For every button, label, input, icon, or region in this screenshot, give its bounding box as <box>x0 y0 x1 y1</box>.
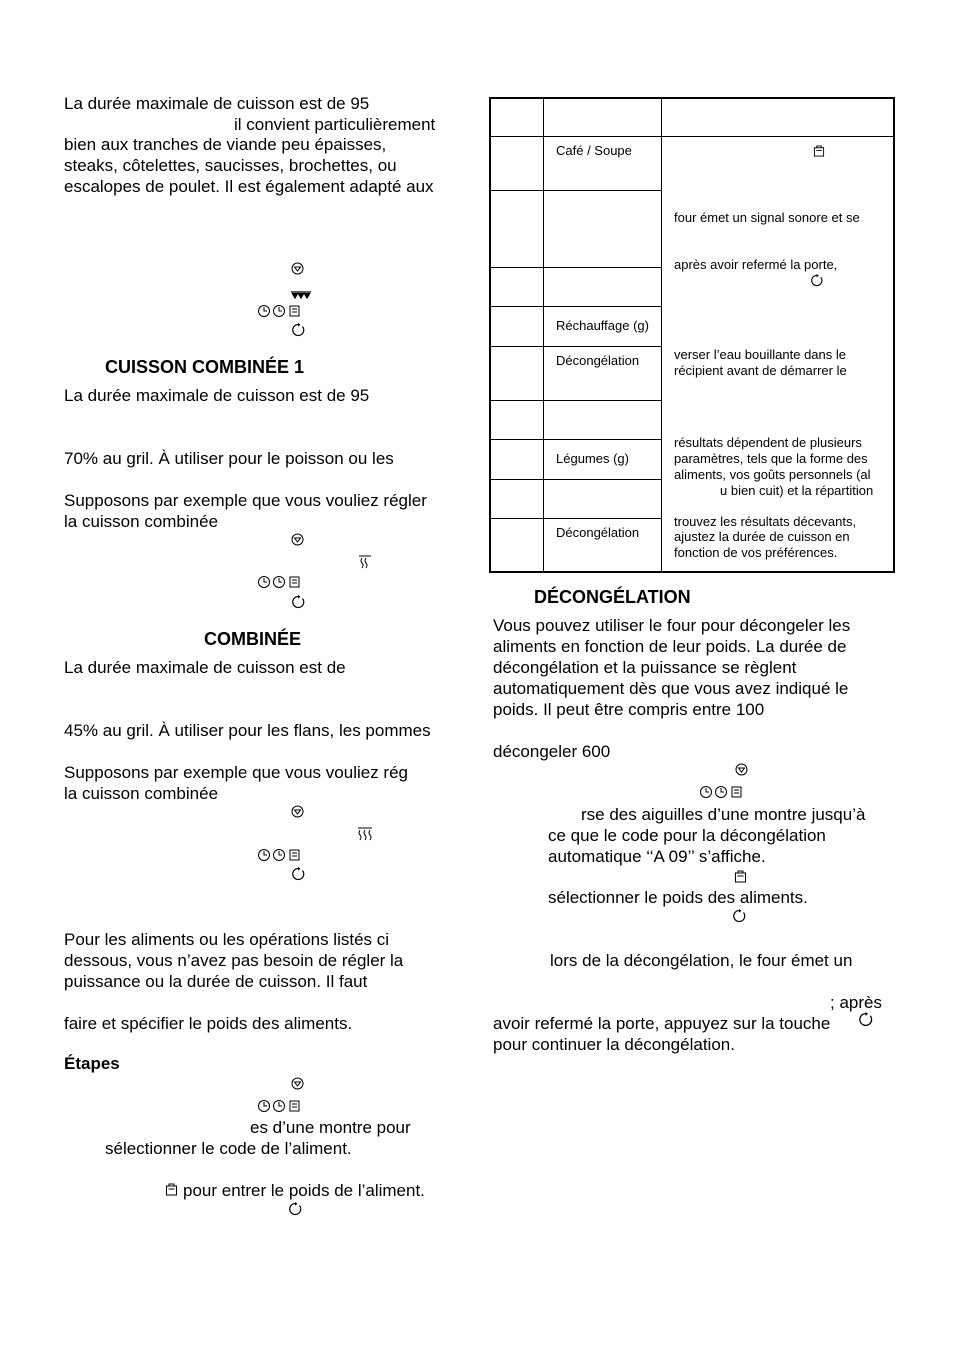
text-line: bien aux tranches de viande peu épaisses, <box>64 135 387 154</box>
table-cell: verser l’eau bouillante dans le <box>674 347 846 362</box>
text-line: la cuisson combinée <box>64 784 219 803</box>
table-divider <box>489 267 661 268</box>
text-line: pour entrer le poids de l’aliment. <box>183 1181 425 1200</box>
table-divider <box>489 439 661 440</box>
table-cell: ajustez la durée de cuisson en <box>674 529 850 544</box>
table-divider <box>489 190 661 191</box>
table-divider <box>489 400 661 401</box>
table-divider <box>489 479 661 480</box>
auto-menu-table <box>489 97 895 573</box>
text-line: décongélation et la puissance se règlent <box>493 658 797 677</box>
text-line: poids. Il peut être compris entre 100 <box>493 700 765 719</box>
table-cell: récipient avant de démarrer le <box>674 363 847 378</box>
combi-icon <box>358 554 372 570</box>
text-line: puissance ou la durée de cuisson. Il faut <box>64 972 368 991</box>
text-line: steaks, côtelettes, saucisses, brochettes, ou <box>64 156 397 175</box>
section-heading: CUISSON COMBINÉE 1 <box>105 357 305 377</box>
start-icon <box>733 908 747 924</box>
text-line: automatiquement dès que vous avez indiqué le <box>493 679 849 698</box>
table-cell: aliments, vos goûts personnels (al <box>674 467 871 482</box>
section-heading: DÉCONGÉLATION <box>534 587 691 607</box>
table-cell: Réchauffage (g) <box>556 318 649 333</box>
text-line: 45% au gril. À utiliser pour les flans, les pommes <box>64 721 431 740</box>
start-icon <box>292 322 306 338</box>
table-cell: après avoir refermé la porte, <box>674 257 838 272</box>
table-cell: trouvez les résultats décevants, <box>674 514 857 529</box>
microwave-power-icon <box>735 762 748 778</box>
text-line: ; après <box>830 993 882 1012</box>
microwave-power-icon <box>291 532 304 548</box>
grill-icon <box>290 287 312 303</box>
steps-heading: Étapes <box>64 1054 120 1073</box>
table-cell: Café / Soupe <box>556 143 632 158</box>
text-line: dessous, vous n’avez pas besoin de régler la <box>64 951 404 970</box>
text-line: sélectionner le poids des aliments. <box>548 888 808 907</box>
text-line: sélectionner le code de l’aliment. <box>105 1139 352 1158</box>
table-divider <box>661 97 662 573</box>
section-heading: COMBINÉE <box>204 629 302 649</box>
timer-dial-icons <box>257 574 303 590</box>
text-line: la cuisson combinée <box>64 512 219 531</box>
table-cell: résultats dépendent de plusieurs <box>674 435 862 450</box>
text-line: Supposons par exemple que vous vouliez rég <box>64 763 408 782</box>
text-line: Supposons par exemple que vous vouliez régler <box>64 491 427 510</box>
text-line: La durée maximale de cuisson est de <box>64 658 346 677</box>
table-cell: u bien cuit) et la répartition <box>720 483 874 498</box>
start-icon <box>289 1201 303 1217</box>
start-icon <box>811 273 824 289</box>
text-line: 70% au gril. À utiliser pour le poisson ou les <box>64 449 394 468</box>
start-icon <box>859 1012 874 1028</box>
start-icon <box>292 594 306 610</box>
table-divider <box>489 518 661 519</box>
text-line: lors de la décongélation, le four émet un <box>550 951 853 970</box>
microwave-power-icon <box>291 804 304 820</box>
text-line: Vous pouvez utiliser le four pour décongeler les <box>493 616 851 635</box>
text-line: escalopes de poulet. Il est également adapté aux <box>64 177 434 196</box>
weight-icon <box>165 1182 178 1198</box>
text-line: pour continuer la décongélation. <box>493 1035 735 1054</box>
start-icon <box>292 866 306 882</box>
text-line: rse des aiguilles d’une montre jusqu’à <box>581 805 866 824</box>
microwave-power-icon <box>291 261 304 277</box>
text-line: il convient particulièrement <box>234 115 436 134</box>
table-cell: four émet un signal sonore et se <box>674 210 860 225</box>
table-divider <box>543 97 544 573</box>
timer-dial-icons <box>257 1098 303 1114</box>
text-line: La durée maximale de cuisson est de 95 <box>64 386 370 405</box>
table-cell: Légumes (g) <box>556 451 629 466</box>
text-line: faire et spécifier le poids des aliments. <box>64 1014 353 1033</box>
text-line: ce que le code pour la décongélation <box>548 826 826 845</box>
table-divider <box>489 136 895 137</box>
text-line: La durée maximale de cuisson est de 95 <box>64 94 370 113</box>
text-line: avoir refermé la porte, appuyez sur la touche <box>493 1014 831 1033</box>
table-cell: paramètres, tels que la forme des <box>674 451 868 466</box>
text-line: décongeler 600 <box>493 742 611 761</box>
microwave-power-icon <box>291 1076 304 1092</box>
weight-icon <box>813 143 825 159</box>
table-cell: fonction de vos préférences. <box>674 545 838 560</box>
table-cell: Décongélation <box>556 525 640 540</box>
text-line: aliments en fonction de leur poids. La durée de <box>493 637 847 656</box>
text-line: es d’une montre pour <box>250 1118 411 1137</box>
timer-dial-icons <box>257 303 303 319</box>
combi-icon <box>357 826 373 842</box>
table-divider <box>489 306 661 307</box>
table-cell: Décongélation <box>556 353 640 368</box>
timer-dial-icons <box>257 847 303 863</box>
text-line: automatique ‘‘A 09’’ s’affiche. <box>548 847 766 866</box>
text-line: Pour les aliments ou les opérations listés ci <box>64 930 390 949</box>
table-divider <box>489 346 661 347</box>
weight-icon <box>734 869 747 885</box>
timer-dial-icons <box>699 784 745 800</box>
